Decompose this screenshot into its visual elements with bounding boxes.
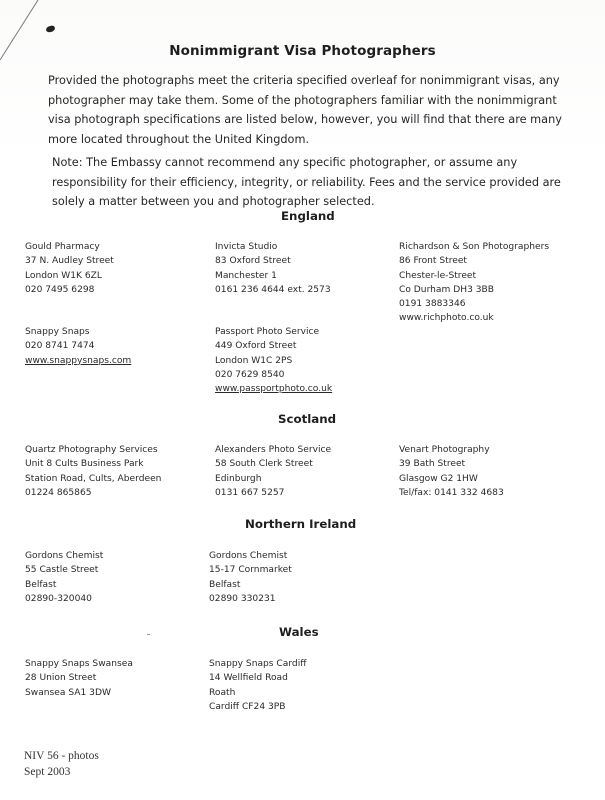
photographer-entry xyxy=(25,325,131,368)
entry-address: Edinburgh xyxy=(215,473,262,484)
photographer-entry xyxy=(25,657,133,700)
entry-address: Glasgow G2 1HW xyxy=(399,473,478,484)
region-heading-northern-ireland: Northern Ireland xyxy=(245,517,357,531)
entry-address: 15-17 Cornmarket xyxy=(209,565,292,576)
entry-address: 449 Oxford Street xyxy=(215,341,297,352)
region-heading-wales: Wales xyxy=(279,625,319,639)
document-title: Nonimmigrant Visa Photographers xyxy=(169,43,436,59)
entry-name: Gordons Chemist xyxy=(209,551,288,561)
intro-paragraph: Provided the photographs meet the criteria specified overleaf for nonimmigrant visas, any photographer may take them. Some of the photographers familiar with the nonimmigrant visa photograph specifications are listed below, however, you will find that there are many more located throughout the United Kingdom. xyxy=(48,74,562,146)
entry-address: Roath xyxy=(209,687,236,698)
entry-website: www.snappysnaps.com xyxy=(25,355,132,366)
entry-address: Station Road, Cults, Aberdeen xyxy=(25,473,162,484)
form-date: Sept 2003 xyxy=(24,766,71,778)
entry-name: Alexanders Photo Service xyxy=(215,445,332,455)
scan-speck xyxy=(147,634,150,635)
entry-address: Co Durham DH3 3BB xyxy=(399,284,495,295)
entry-phone: 01224 865865 xyxy=(25,487,92,498)
entry-address: 83 Oxford Street xyxy=(215,256,291,267)
entry-name: Passport Photo Service xyxy=(215,327,320,337)
ink-blot xyxy=(45,25,55,33)
photographer-entry xyxy=(209,657,307,714)
entry-address: Chester-le-Street xyxy=(399,270,477,281)
entry-website: www.passportphoto.co.uk xyxy=(215,384,333,395)
photographer-entry xyxy=(215,443,331,500)
photographer-entry xyxy=(25,549,103,606)
entry-phone: 020 7495 6298 xyxy=(25,284,95,295)
entry-phone: Tel/fax: 0141 332 4683 xyxy=(399,487,504,498)
entry-name: Snappy Snaps xyxy=(25,327,90,337)
region-heading-england: England xyxy=(281,209,335,223)
form-reference: NIV 56 - photos xyxy=(24,750,99,762)
entry-address: 58 South Clerk Street xyxy=(215,459,313,470)
entry-name: Quartz Photography Services xyxy=(25,445,158,455)
entry-phone: 02890-320040 xyxy=(25,593,92,604)
entry-address: 39 Bath Street xyxy=(399,459,466,470)
entry-address: 28 Union Street xyxy=(25,673,97,684)
entry-address: 14 Wellfield Road xyxy=(209,673,288,684)
entry-address: 86 Front Street xyxy=(399,256,467,267)
entry-address: Cardiff CF24 3PB xyxy=(209,701,286,712)
entry-phone: 02890 330231 xyxy=(209,593,276,604)
entry-name: Venart Photography xyxy=(399,445,490,455)
entry-address: 37 N. Audley Street xyxy=(25,256,114,267)
entry-address: Swansea SA1 3DW xyxy=(25,687,111,698)
entry-address: Belfast xyxy=(25,579,57,590)
photographer-entry xyxy=(25,443,161,500)
entry-phone: 0131 667 5257 xyxy=(215,487,285,498)
photographer-entry xyxy=(399,240,549,326)
entry-name: Snappy Snaps Cardiff xyxy=(209,659,307,669)
entry-name: Richardson & Son Photographers xyxy=(399,242,550,252)
entry-name: Snappy Snaps Swansea xyxy=(25,659,133,669)
entry-address: London W1K 6ZL xyxy=(25,270,102,281)
entry-name: Invicta Studio xyxy=(215,242,278,252)
document-footer xyxy=(24,748,99,780)
entry-name: Gould Pharmacy xyxy=(25,242,100,252)
entry-website: www.richphoto.co.uk xyxy=(399,313,494,324)
note-paragraph: Note: The Embassy cannot recommend any specific photographer, or assume any responsibility for their efficiency, integrity, or reliability. Fees and the service provided are solely a matter between you and photographer selected. xyxy=(52,156,561,208)
entry-phone: 0161 236 4644 ext. 2573 xyxy=(215,284,331,295)
photographer-entry xyxy=(215,325,332,396)
entry-phone: 0191 3883346 xyxy=(399,299,466,310)
photographer-entry xyxy=(25,240,114,297)
region-heading-scotland: Scotland xyxy=(278,412,337,426)
entry-name: Gordons Chemist xyxy=(25,551,104,561)
photographer-entry xyxy=(209,549,292,606)
entry-address: London W1C 2PS xyxy=(215,355,293,366)
photographer-entry xyxy=(399,443,504,500)
entry-address: Belfast xyxy=(209,579,241,590)
entry-phone: 020 8741 7474 xyxy=(25,341,95,352)
entry-address: 55 Castle Street xyxy=(25,565,99,576)
entry-address: Manchester 1 xyxy=(215,270,277,281)
scan-edge-mark xyxy=(0,0,40,80)
entry-address: Unit 8 Cults Business Park xyxy=(25,459,144,470)
entry-phone: 020 7629 8540 xyxy=(215,369,285,380)
photographer-entry xyxy=(215,240,331,297)
